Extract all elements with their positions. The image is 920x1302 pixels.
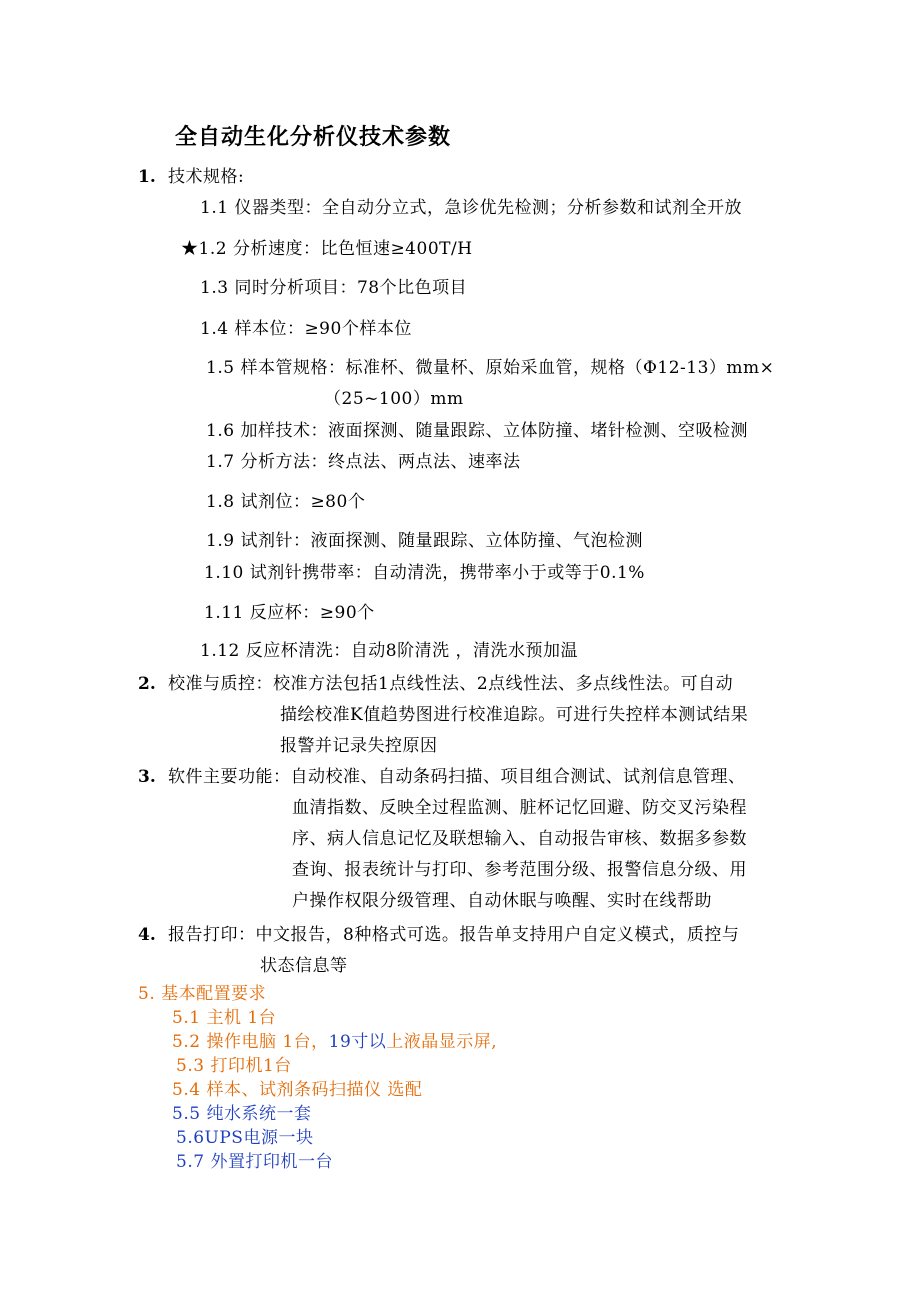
section-4-number: 4.	[138, 925, 156, 945]
section-3-line-5: 户操作权限分级管理、自动休眠与唤醒、实时在线帮助	[292, 891, 712, 911]
spec-1-2: ★1.2 分析速度：比色恒速≥400T/H	[181, 239, 473, 259]
config-5-2-part-a: 5.2 操作电脑 1台，	[172, 1032, 329, 1052]
spec-1-6: 1.6 加样技术：液面探测、随量跟踪、立体防撞、堵针检测、空吸检测	[206, 421, 748, 441]
section-2-line-1: 校准与质控：校准方法包括1点线性法、2点线性法、多点线性法。可自动	[168, 674, 734, 694]
section-4-line-2: 状态信息等	[260, 956, 348, 976]
config-5-3: 5.3 打印机1台	[176, 1056, 292, 1076]
section-2-line-3: 报警并记录失控原因	[280, 736, 438, 756]
spec-1-9: 1.9 试剂针：液面探测、随量跟踪、立体防撞、气泡检测	[206, 531, 643, 551]
config-5-6: 5.6UPS电源一块	[176, 1128, 314, 1148]
section-3-line-2: 血清指数、反映全过程监测、脏杯记忆回避、防交叉污染程	[292, 798, 747, 818]
spec-1-10: 1.10 试剂针携带率：自动清洗，携带率小于或等于0.1%	[204, 563, 645, 583]
section-5-heading: 5. 基本配置要求	[138, 984, 267, 1004]
config-5-7: 5.7 外置打印机一台	[176, 1152, 333, 1172]
config-5-2	[172, 1031, 497, 1053]
spec-1-5-cont: （25~100）mm	[324, 389, 464, 409]
config-5-4: 5.4 样本、试剂条码扫描仪 选配	[172, 1080, 423, 1100]
spec-1-3: 1.3 同时分析项目：78个比色项目	[200, 278, 468, 298]
spec-1-12: 1.12 反应杯清洗：自动8阶清洗 ，清洗水预加温	[200, 641, 578, 661]
section-3-line-1: 软件主要功能：自动校准、自动条码扫描、项目组合测试、试剂信息管理、	[168, 767, 746, 787]
config-5-2-part-b: 19寸以	[328, 1032, 387, 1052]
section-1-number: 1.	[138, 167, 156, 187]
section-2-number: 2.	[138, 674, 156, 694]
config-5-1: 5.1 主机 1台	[172, 1008, 277, 1028]
document-title: 全自动生化分析仪技术参数	[175, 124, 452, 150]
spec-1-7: 1.7 分析方法：终点法、两点法、速率法	[206, 452, 521, 472]
section-4-line-1: 报告打印：中文报告，8种格式可选。报告单支持用户自定义模式，质控与	[168, 925, 740, 945]
section-3-number: 3.	[138, 767, 156, 787]
spec-1-1: 1.1 仪器类型：全自动分立式，急诊优先检测；分析参数和试剂全开放	[200, 198, 742, 218]
section-1-heading: 技术规格:	[168, 167, 245, 187]
section-3-line-3: 序、病人信息记忆及联想输入、自动报告审核、数据多参数	[292, 829, 747, 849]
config-5-5: 5.5 纯水系统一套	[172, 1104, 312, 1124]
config-5-2-part-c: 上液晶显示屏,	[386, 1032, 498, 1052]
section-2-line-2: 描绘校准K值趋势图进行校准追踪。可进行失控样本测试结果	[280, 705, 749, 725]
spec-1-5: 1.5 样本管规格：标准杯、微量杯、原始采血管，规格（Φ12-13）mm×	[206, 358, 775, 378]
spec-1-4: 1.4 样本位：≥90个样本位	[200, 319, 412, 339]
section-3-line-4: 查询、报表统计与打印、参考范围分级、报警信息分级、用	[292, 860, 747, 880]
spec-1-11: 1.11 反应杯：≥90个	[204, 603, 375, 623]
spec-1-8: 1.8 试剂位：≥80个	[206, 492, 366, 512]
